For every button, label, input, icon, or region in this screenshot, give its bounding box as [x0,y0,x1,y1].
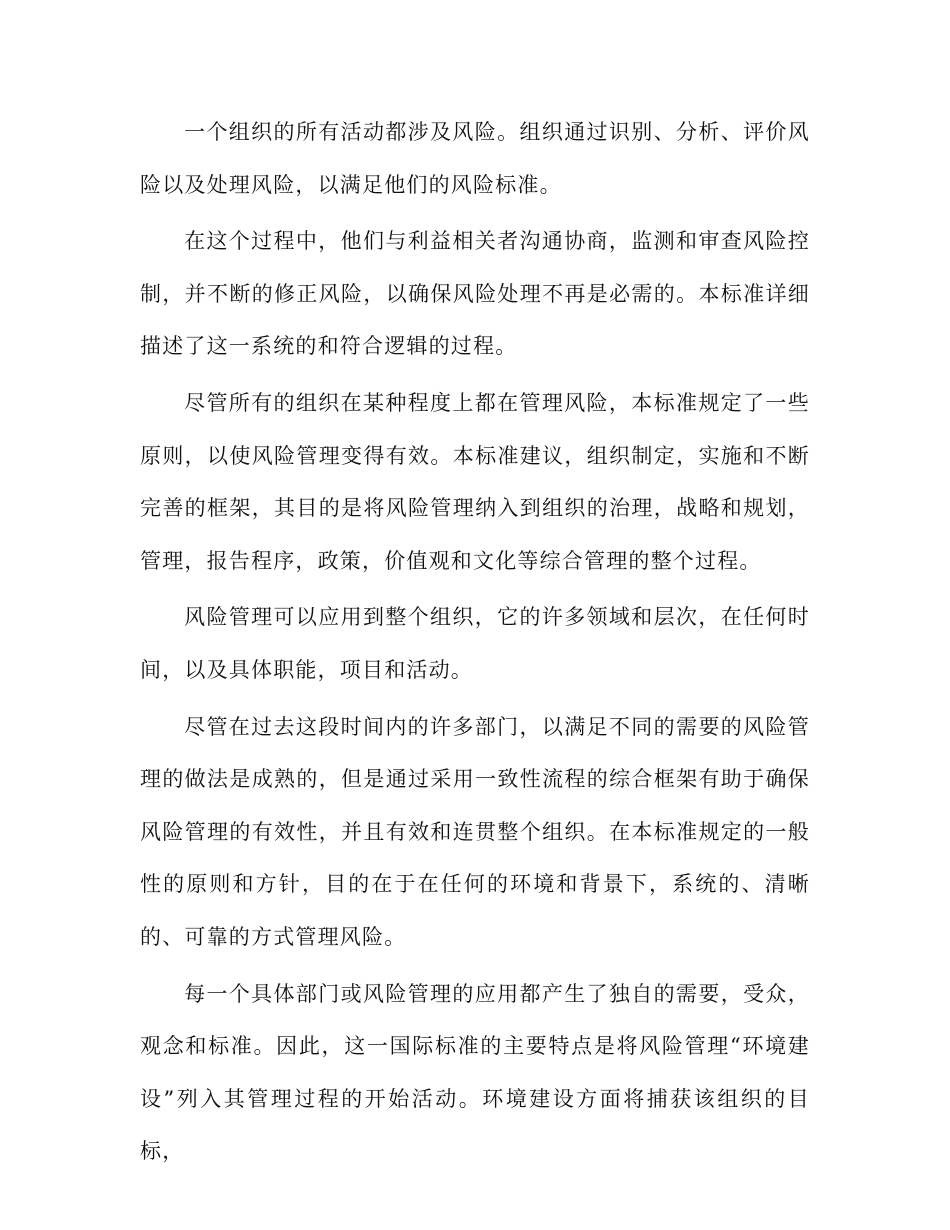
paragraph-risk-activities: 一个组织的所有活动都涉及风险。组织通过识别、分析、评价风险以及处理风险，以满足他们的风险标准。 [140,120,810,197]
paragraph-principles-framework: 尽管所有的组织在某种程度上都在管理风险，本标准规定了一些原则，以使风险管理变得有效。本标准建议，组织制定，实施和不断完善的框架，其目的是将风险管理纳入到组织的治理，战略和规划，管理，报告程序，政策，价值观和文化等综合管理的整个过程。 [140,390,810,573]
paragraph-context-establishment: 每一个具体部门或风险管理的应用都产生了独自的需要，受众，观念和标准。因此，这一国际标准的主要特点是将风险管理“环境建设”列入其管理过程的开始活动。环境建设方面将捕获该组织的目标， [140,981,810,1164]
document-body [140,106,810,1178]
paragraph-consistent-process: 尽管在过去这段时间内的许多部门，以满足不同的需要的风险管理的做法是成熟的，但是通过采用一致性流程的综合框架有助于确保风险管理的有效性，并且有效和连贯整个组织。在本标准规定的一般性的原则和方针，目的在于在任何的环境和背景下，系统的、清晰的、可靠的方式管理风险。 [140,714,810,949]
paragraph-application-scope: 风险管理可以应用到整个组织，它的许多领域和层次，在任何时间，以及具体职能，项目和活动。 [140,605,810,682]
paragraph-consultation-process: 在这个过程中，他们与利益相关者沟通协商，监测和审查风险控制，并不断的修正风险，以确保风险处理不再是必需的。本标准详细描述了这一系统的和符合逻辑的过程。 [140,229,810,359]
